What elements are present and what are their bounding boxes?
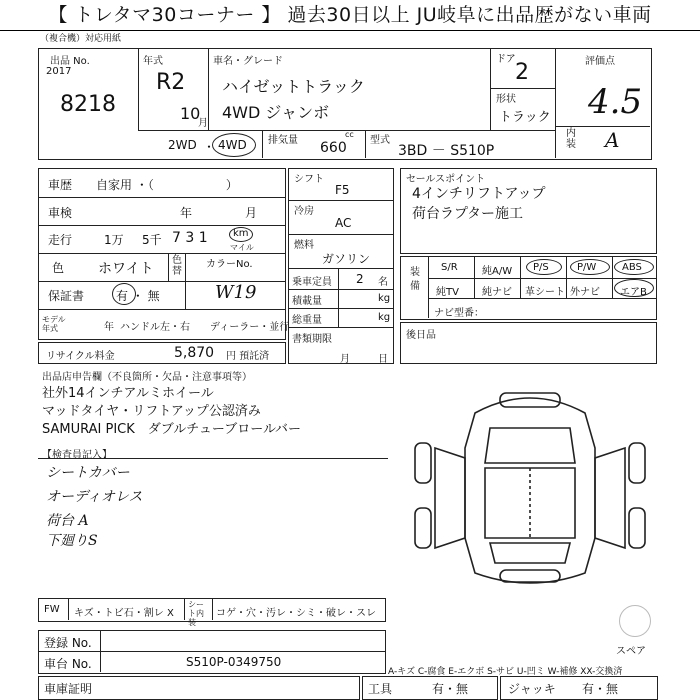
ac-value: AC	[335, 216, 352, 230]
equip-navi: 純ナビ	[482, 287, 512, 298]
load-unit: kg	[378, 293, 391, 304]
equipment-label: 装備	[410, 267, 420, 292]
recycle-unit: 円 預託済	[226, 351, 270, 362]
color-label: 色	[52, 261, 65, 275]
month-unit: 月	[198, 118, 208, 129]
shift-label: シフト	[294, 174, 324, 185]
interior-value: A	[605, 128, 620, 152]
seat-label: シート内装	[188, 600, 204, 627]
chassis-label: 車台 No.	[44, 657, 92, 671]
docs-label: 書類期限	[292, 334, 332, 345]
load-label: 積載量	[292, 296, 322, 307]
inspector-line-2: オーディオレス	[46, 489, 143, 505]
recycle-label: リサイクル料金	[46, 351, 115, 362]
drive-4wd: 4WD	[218, 138, 247, 152]
handle-value: 左・右	[160, 322, 190, 333]
warranty-label: 保証書	[48, 289, 85, 303]
inspector-line-1: シートカバー	[46, 465, 130, 481]
seat-value: コゲ・穴・汚レ・シミ・破レ・スレ	[216, 608, 376, 619]
inspector-label: 【検査員記入】	[42, 450, 112, 461]
gross-label: 総重量	[292, 315, 322, 326]
sales-line-1: 4インチリフトアップ	[412, 186, 546, 202]
disp-unit: cc	[345, 130, 354, 139]
equip-abs: ABS	[622, 262, 642, 273]
score-value: 4.5	[588, 82, 643, 122]
equip-leather: 革シート	[525, 287, 565, 298]
tools-label: 工具	[368, 682, 393, 696]
mileage-unit-mile: マイル	[230, 243, 254, 252]
door-value: 2	[515, 60, 529, 85]
year-label: 年式	[143, 56, 163, 67]
car-name: ハイゼットトラック	[222, 77, 365, 96]
mileage-label: 走行	[48, 233, 73, 247]
equip-ps: P/S	[533, 262, 549, 273]
equip-sr: S/R	[441, 262, 458, 273]
chassis-value: S510P-0349750	[186, 655, 282, 669]
model-year-unit: 年	[104, 322, 114, 333]
banner-title: 【 トレタマ30コーナー 】 過去30日以上 JU岐阜に出品歴がない車両	[0, 0, 700, 31]
color-value: ホワイト	[98, 261, 154, 277]
car-grade: 4WD ジャンボ	[222, 103, 330, 122]
year-tag: 2017	[46, 66, 72, 77]
capacity-value: 2	[356, 272, 364, 286]
door-label: ドア	[496, 54, 516, 65]
tools-value: 有・無	[432, 682, 469, 696]
gross-unit: kg	[378, 312, 391, 323]
capacity-label: 乗車定員	[292, 277, 332, 288]
equip-ext-navi: 外ナビ	[570, 287, 600, 298]
name-label: 車名・グレード	[213, 56, 283, 67]
capacity-unit: 名	[378, 277, 388, 288]
notes-line-1: 社外14インチアルミホイール	[42, 386, 214, 401]
mileage-sen: 5千	[142, 233, 162, 247]
color-no-label: カラーNo.	[206, 259, 253, 270]
docs-month: 月	[340, 354, 350, 365]
jack-label: ジャッキ	[508, 682, 556, 696]
month-value: 10	[180, 104, 201, 123]
delivery-label: 後日品	[406, 330, 436, 341]
recycle-value: 5,870	[174, 345, 215, 361]
fw-value: キズ・トビ石・割レ X	[74, 608, 174, 619]
reg-label: 登録 No.	[44, 636, 92, 650]
color-no-value: W19	[215, 282, 257, 303]
inspection-month: 月	[245, 206, 258, 220]
inspector-line-3: 荷台 A	[46, 513, 89, 529]
drive-2wd: 2WD	[168, 138, 197, 152]
equip-tv: 純TV	[436, 287, 459, 298]
damage-legend: A-キズ C-腐食 E-エクボ S-サビ U-凹ミ W-補修 XX-交換済	[388, 667, 623, 677]
cert-label: 車庫証明	[44, 682, 93, 696]
color-change: 色替	[172, 255, 182, 277]
fuel-value: ガソリン	[322, 252, 371, 266]
ac-label: 冷房	[294, 206, 314, 217]
paper-note: （複合機）対応用紙	[40, 34, 122, 44]
equip-airbag: エアB	[620, 287, 647, 298]
sales-line-2: 荷台ラプター施工	[412, 206, 524, 222]
warranty-value: 有 ・ 無	[116, 289, 160, 303]
lot-number: 8218	[60, 92, 116, 117]
equip-aw: 純A/W	[482, 266, 513, 277]
jack-value: 有・無	[582, 682, 619, 696]
notes-label: 出品店申告欄（不良箇所・欠品・注意事項等）	[42, 372, 252, 383]
spare-circle	[619, 605, 651, 637]
mileage-digits: 7 3 1	[172, 230, 208, 246]
navi-label: ナビ型番：	[434, 308, 484, 319]
delivery-panel	[400, 322, 657, 364]
model-value: 3BD － S510P	[398, 143, 495, 159]
fuel-label: 燃料	[294, 240, 314, 251]
shape-value: トラック	[499, 110, 551, 125]
mileage-man: 1万	[104, 233, 124, 247]
inspection-year: 年	[180, 206, 193, 220]
notes-line-2: マッドタイヤ・リフトアップ公認済み	[42, 404, 261, 419]
equip-pw: P/W	[577, 262, 597, 273]
shift-value: F5	[335, 183, 350, 197]
left-panel	[38, 168, 286, 340]
vehicle-damage-diagram	[405, 388, 655, 588]
sales-label: セールスポイント	[406, 174, 486, 185]
shape-label: 形状	[496, 94, 516, 105]
spare-label: スペア	[616, 646, 646, 657]
drive-separator: ・	[203, 140, 216, 154]
docs-day: 日	[378, 354, 388, 365]
lot-label: 出品 No.	[50, 56, 90, 67]
interior-label: 内装	[566, 128, 576, 150]
notes-line-3: SAMURAI PICK ダブルチューブロールバー	[42, 422, 302, 437]
mileage-unit-km: km	[233, 228, 249, 239]
dealer-label: ディーラー・並行	[210, 322, 290, 333]
score-label: 評価点	[585, 56, 615, 67]
fw-label: FW	[44, 604, 60, 615]
model-year-label: モデル年式	[42, 315, 66, 333]
disp-value: 660	[320, 140, 347, 156]
inspection-label: 車検	[48, 206, 73, 220]
handle-label: ハンドル	[120, 322, 160, 333]
model-label: 型式	[370, 135, 390, 146]
year-value: R2	[156, 70, 186, 95]
inspector-line-4: 下廻りS	[46, 533, 98, 549]
history-value: 自家用 ・（ ）	[96, 178, 238, 192]
disp-label: 排気量	[268, 135, 298, 146]
history-label: 車歴	[48, 178, 73, 192]
